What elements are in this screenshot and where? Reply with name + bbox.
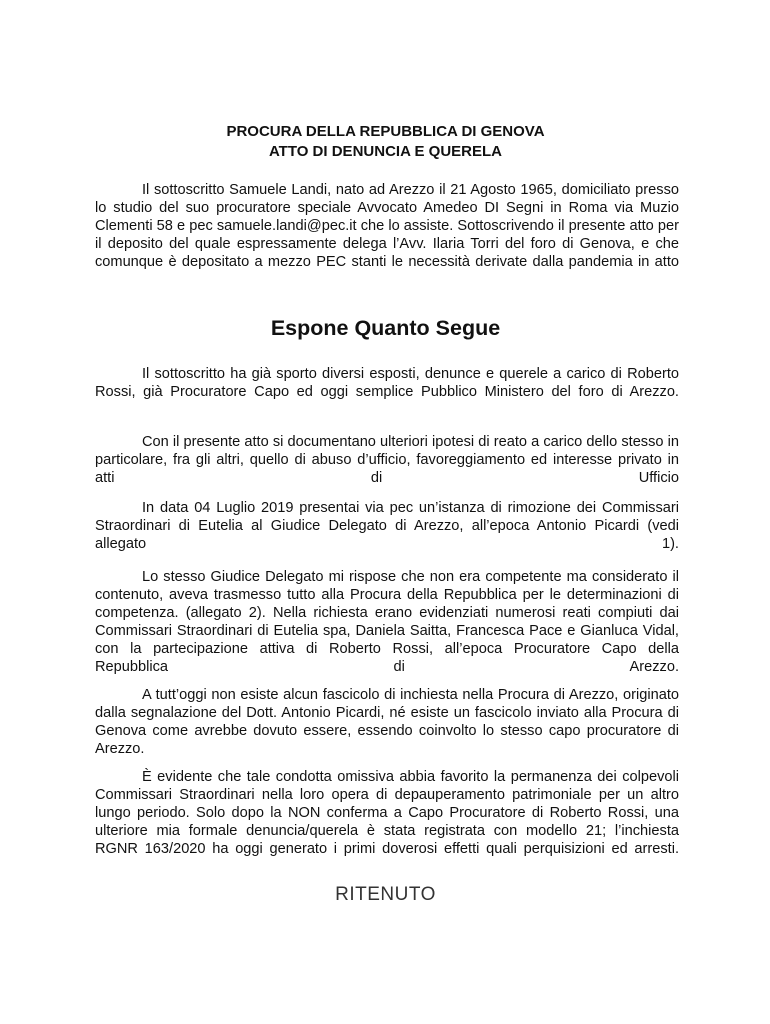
- intro-paragraph: Il sottoscritto Samuele Landi, nato ad Arezzo il 21 Agosto 1965, domiciliato presso lo studio del suo procuratore speciale Avvocato Amedeo DI Segni in Roma via Muzio Clementi 58 e pec samuele.landi@pec.it che lo assiste. Sottoscrivendo il presente atto per il deposito del quale espressamente delega l’Avv. Ilaria Torri del foro di Genova, e che comunque è depositato a mezzo PEC stanti le necessità derivate dalla pandemia in atto: [95, 182, 679, 271]
- section-title: Espone Quanto Segue: [270, 316, 501, 340]
- paragraph-1: Il sottoscritto ha già sporto diversi esposti, denunce e querele a carico di Roberto Rossi, già Procuratore Capo ed oggi semplice Pubblico Ministero del foro di Arezzo.: [95, 366, 679, 401]
- header-act-title: ATTO DI DENUNCIA E QUERELA: [268, 143, 503, 160]
- paragraph-3: In data 04 Luglio 2019 presentai via pec un’istanza di rimozione dei Commissari Straordinari di Eutelia al Giudice Delegato di Arezzo, all’epoca Antonio Picardi (vedi allegato 1).: [95, 500, 679, 553]
- header-office: PROCURA DELLA REPUBBLICA DI GENOVA: [226, 123, 545, 140]
- paragraph-2: Con il presente atto si documentano ulteriori ipotesi di reato a carico dello stesso in particolare, fra gli altri, quello di abuso d’ufficio, favoreggiamento ed interesse privato in atti di Ufficio: [95, 434, 679, 487]
- paragraph-5: A tutt’oggi non esiste alcun fascicolo di inchiesta nella Procura di Arezzo, originato dalla segnalazione del Dott. Antonio Picardi, né esiste un fascicolo inviato alla Procura di Genova come avrebbe dovuto essere, essendo coinvolto lo stesso capo procuratore di Arezzo.: [95, 687, 679, 758]
- document-header: [95, 122, 676, 162]
- closing-heading: RITENUTO: [335, 884, 436, 905]
- paragraph-6: È evidente che tale condotta omissiva abbia favorito la permanenza dei colpevoli Commissari Straordinari nella loro opera di depauperamento patrimoniale per un altro lungo periodo. Solo dopo la NON conferma a Capo Procuratore di Roberto Rossi, una ulteriore mia formale denuncia/querela è stata registrata con modello 21; l’inchiesta RGNR 163/2020 ha oggi generato i primi doverosi effetti quali perquisizioni ed arresti.: [95, 769, 679, 858]
- paragraph-4: Lo stesso Giudice Delegato mi rispose che non era competente ma considerato il contenuto, aveva trasmesso tutto alla Procura della Repubblica per le determinazioni di competenza. (allegato 2). Nella richiesta erano evidenziati numerosi reati compiuti dai Commissari Straordinari di Eutelia spa, Daniela Saitta, Francesca Pace e Gianluca Vidal, con la partecipazione attiva di Roberto Rossi, all’epoca Procuratore Capo della Repubblica di Arezzo.: [95, 569, 679, 676]
